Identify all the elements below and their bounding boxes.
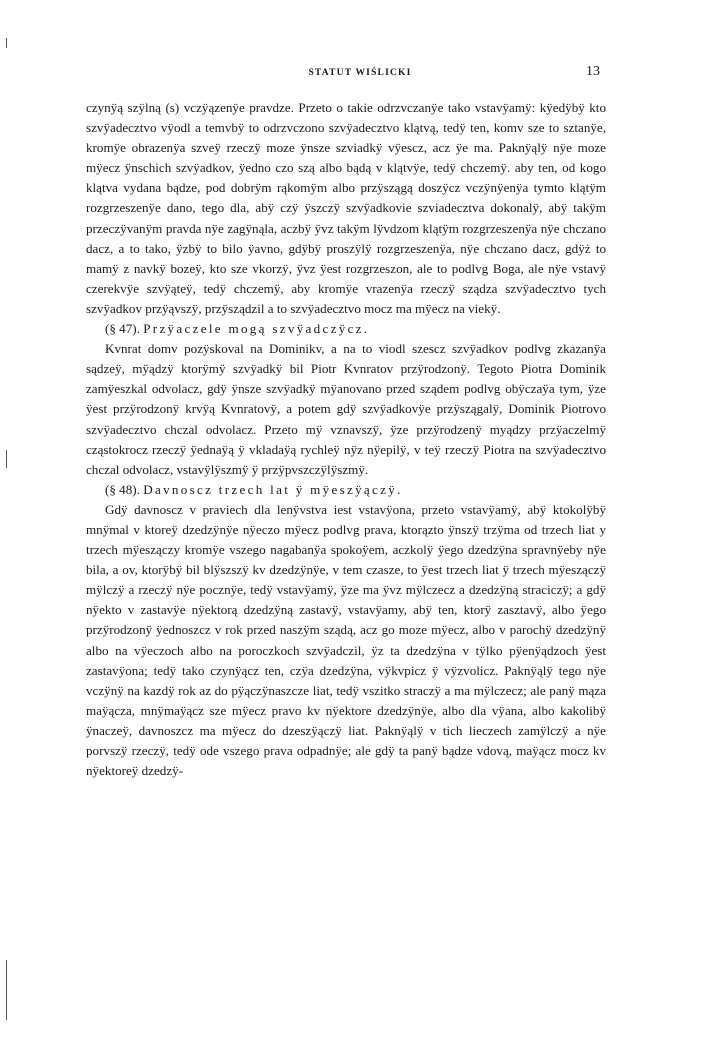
running-title: STATUT WIŚLICKI bbox=[308, 68, 412, 78]
page-number: 13 bbox=[586, 64, 600, 79]
margin-scan-mark bbox=[6, 450, 7, 468]
section-heading bbox=[86, 480, 606, 500]
paragraph: Gdÿ davnoscz v praviech dla lenÿvstva iest vstavÿona, przeto vstavÿamÿ, abÿ ktokolÿbÿ mnÿmal v ktoreÿ dzedzÿnÿe nÿeczo mÿecz podlvg prava, ktorązto ÿnszÿ trzÿma od trzech liat y trzech mÿeszączy kromÿe vszego nagabanÿa spokoÿem, aczkolÿ ÿego dzedzÿna spravnÿeby nÿe bila, a ov, ktorÿbÿ bil blÿszszÿ kv dzedzÿnÿe, v tem czasze, to ÿest trzech liat ÿ trzech mÿeszączÿ mÿlczÿ a rzeczÿ nÿe pocznÿe, tedÿ vstavÿamÿ, ÿze ma ÿvz mÿlczecz a dzedzÿną straciczÿ; a gdÿ nÿekto v zastavÿe nÿektorą dzedzÿną zastavÿ, vstavÿamy, abÿ ten, ktorÿ zasztavÿ, albo ÿego przÿrodzonÿ ÿednoszcz v rok przed naszÿm sządą, acz go moze mÿecz, albo v parochÿ dzedzÿnÿ albo na vÿeczoch albo na poroczkoch szvÿadczil, ÿz ta dzedzÿna v tÿlko pÿenÿądzoch ÿest zastavÿona; tedÿ tako czynÿącz ten, czÿa dzedzÿna, vÿkvpicz ÿ vÿzvolicz. Paknÿąlÿ tego nÿe vczÿnÿ na kazdÿ rok az do pÿączÿnaszcze liat, tedÿ vszitko straczÿ a ma mÿlczecz; ale panÿ mąza maÿącza, mnÿmaÿącz sze mÿecz pravo kv nÿektore dzedzÿnÿe, albo dla vÿana, albo kakolibÿ ÿnaczeÿ, davnoszcz ma mÿecz do dzeszÿączÿ liat. Paknÿąlÿ v tich lieczech zamÿlczÿ a nÿe porvszÿ rzeczÿ, tedÿ ode vszego prava odpadnÿe; ale gdÿ ta panÿ bądze vdovą, maÿącz mocz kv nÿektoreÿ dzedzÿ- bbox=[86, 501, 606, 779]
body-text bbox=[86, 98, 606, 781]
section-title: Przÿaczele mogą szvÿadczÿcz. bbox=[143, 321, 370, 337]
paragraph: Kvnrat domv pozÿskoval na Dominikv, a na to viodl szescz szvÿadkov podlvg zkazanÿa sądzeÿ, mÿądzÿ ktorÿmÿ szvÿadkÿ bil Piotr Kvnratov przÿrodzonÿ. Tegoto Piotra Dominik zamÿeszkal odvolacz, gdÿ ÿnsze szvÿadkÿ mÿanovano przed sządem podlvg obÿczaÿa tym, ÿze ÿest przÿrodzonÿ krvÿą Kvnratovÿ, a potem gdÿ szvÿadkovÿe przÿszągalÿ, Dominik Piotrovo szvÿadecztvo chczal odvolacz. Przeto mÿ vznavszÿ, ÿze przÿrodzenÿ myądzy przÿaczelmÿ cząstokrocz rzeczÿ ÿednaÿą ÿ vkladaÿą rychleÿ nÿz nÿepilÿ, v teÿ rzeczÿ Piotra na szvÿadecztvo chczal odvolacz, vstavÿlÿszmÿ ÿ przÿpvszczÿlÿszmÿ. bbox=[86, 341, 606, 477]
paragraph: czynÿą szÿlną (s) vczÿązenÿe pravdze. Przeto o takie odrzvczanÿe tako vstavÿamÿ: kÿedÿbÿ kto szvÿadecztvo vÿodl a temvbÿ to odrzvczono szvÿadecztvo klątvą, tedÿ ten, komv sze to sztanÿe, kromÿe obrazenÿa szveÿ rzeczÿ moze ÿnsze szviadkÿ vÿescz, acz ÿe ma. Paknÿąlÿ nÿe moze mÿecz ÿnschich szvÿadkov, ÿedno czo szą albo bądą v klątvÿe, tedÿ chczemÿ. aby ten, od kogo klątva vydana bądze, pod dobrÿm rąkomÿm albo przÿszągą doszÿcz vczÿnÿenÿa tymto klątÿm rozgrzeszenÿe dano, tego dla, abÿ czÿ ÿszczÿ szvÿadkovie szviadecztva dokonalÿ, abÿ takÿm przeczÿvanÿm pravda nÿe zagÿnąla, aczbÿ ÿvz takÿm lÿvdzom klątÿm rozgrzeszenÿa nÿe chczano dacz, a to tako, ÿzbÿ to bilo ÿavno, gdÿbÿ proszÿlÿ rozgrzeszenÿa, nÿe chczano dacz, gdÿż to mamÿ z navkÿ bozeÿ, kto sze vkorzÿ, ÿvz ÿest rozgrzeszon, ale to podlvg Boga, ale nÿe vstavÿ czerekvÿe szvÿąteÿ, tedÿ chczemÿ, aby kromÿe vrazenÿa rzeczÿ sządza szvÿadecztvo tych szvÿadkov przÿąvszÿ, przÿsządzil a to szvÿadecztvo mocz ma mÿecz na viekÿ. bbox=[86, 100, 606, 316]
section-number: (§ 47). bbox=[105, 321, 140, 337]
section-title: Davnoscz trzech lat ÿ mÿeszÿączÿ. bbox=[143, 481, 403, 497]
margin-scan-mark bbox=[6, 38, 7, 48]
section-number: (§ 48). bbox=[105, 481, 140, 497]
margin-scan-mark bbox=[6, 960, 7, 1020]
section-heading bbox=[86, 319, 606, 339]
